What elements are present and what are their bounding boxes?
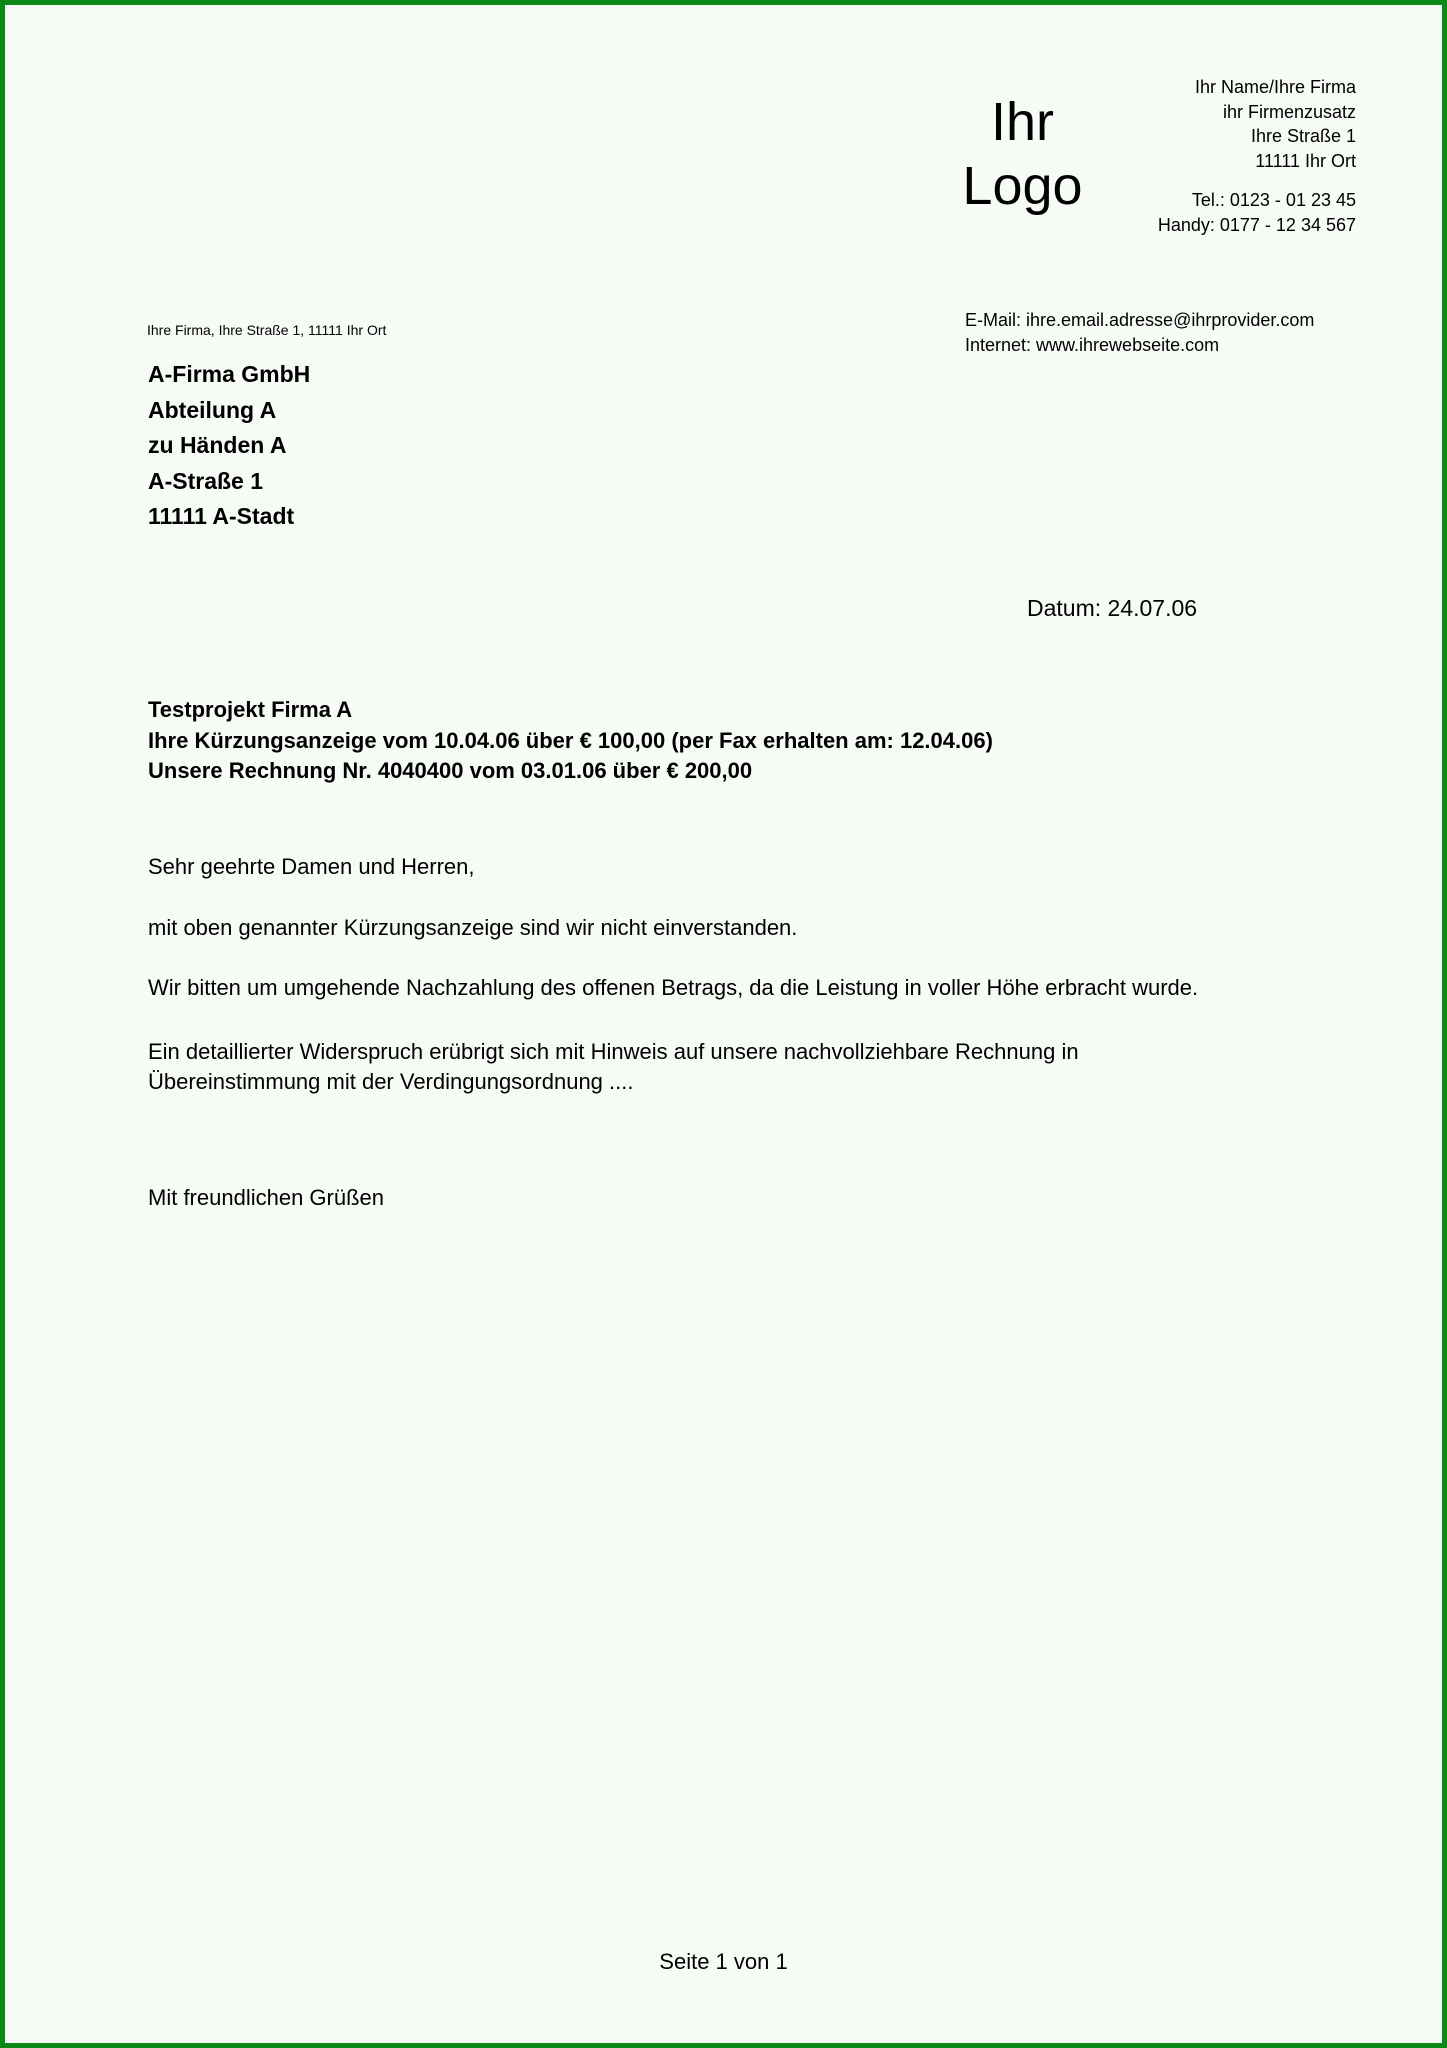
logo-line-1: Ihr bbox=[990, 92, 1055, 152]
contact-internet: Internet: www.ihrewebseite.com bbox=[965, 335, 1220, 355]
subject-block bbox=[148, 695, 993, 787]
closing: Mit freundlichen Grüßen bbox=[148, 1185, 384, 1210]
recipient-block bbox=[148, 357, 310, 535]
paragraph-2: Wir bitten um umgehende Nachzahlung des offenen Betrags, da die Leistung in voller Höhe erbracht wurde. bbox=[148, 975, 1199, 1000]
contact-email: E-Mail: ihre.email.adresse@ihrprovider.com bbox=[965, 310, 1315, 330]
subject-line-2: Ihre Kürzungsanzeige vom 10.04.06 über € 100,00 (per Fax erhalten am: 12.04.06) bbox=[148, 727, 993, 753]
paragraph-3-line-1: Ein detaillierter Widerspruch erübrigt sich mit Hinweis auf unsere nachvollziehbare Rechnung in bbox=[148, 1039, 1079, 1064]
sender-addition: ihr Firmenzusatz bbox=[1222, 101, 1356, 122]
subject-line-3: Unsere Rechnung Nr. 4040400 vom 03.01.06 über € 200,00 bbox=[148, 758, 753, 783]
sender-street: Ihre Straße 1 bbox=[1250, 126, 1356, 146]
sender-mobile: Handy: 0177 - 12 34 567 bbox=[1157, 214, 1356, 235]
logo-line-2: Logo bbox=[962, 156, 1083, 216]
sender-city: 11111 Ihr Ort bbox=[1255, 150, 1356, 171]
recipient-city: 11111 A-Stadt bbox=[148, 503, 295, 529]
letter-date: Datum: 24.07.06 bbox=[1027, 595, 1198, 621]
subject-line-1: Testprojekt Firma A bbox=[148, 697, 353, 722]
sender-phone: Tel.: 0123 - 01 23 45 bbox=[1191, 190, 1356, 210]
paragraph-3 bbox=[148, 1037, 1079, 1097]
sender-name: Ihr Name/Ihre Firma bbox=[1194, 77, 1356, 97]
return-address: Ihre Firma, Ihre Straße 1, 11111 Ihr Ort bbox=[147, 322, 387, 338]
recipient-street: A-Straße 1 bbox=[148, 467, 264, 494]
logo-placeholder bbox=[935, 90, 1110, 218]
recipient-attention: zu Händen A bbox=[148, 432, 287, 458]
contact-block bbox=[965, 308, 1314, 358]
paragraph-1: mit oben genannter Kürzungsanzeige sind wir nicht einverstanden. bbox=[148, 915, 798, 940]
recipient-department: Abteilung A bbox=[148, 396, 277, 423]
page-number: Seite 1 von 1 bbox=[659, 1949, 788, 1974]
salutation: Sehr geehrte Damen und Herren, bbox=[148, 854, 475, 879]
recipient-company: A-Firma GmbH bbox=[148, 361, 311, 387]
sender-block bbox=[1158, 75, 1356, 237]
paragraph-3-line-2: Übereinstimmung mit der Verdingungsordnung .... bbox=[148, 1069, 634, 1094]
